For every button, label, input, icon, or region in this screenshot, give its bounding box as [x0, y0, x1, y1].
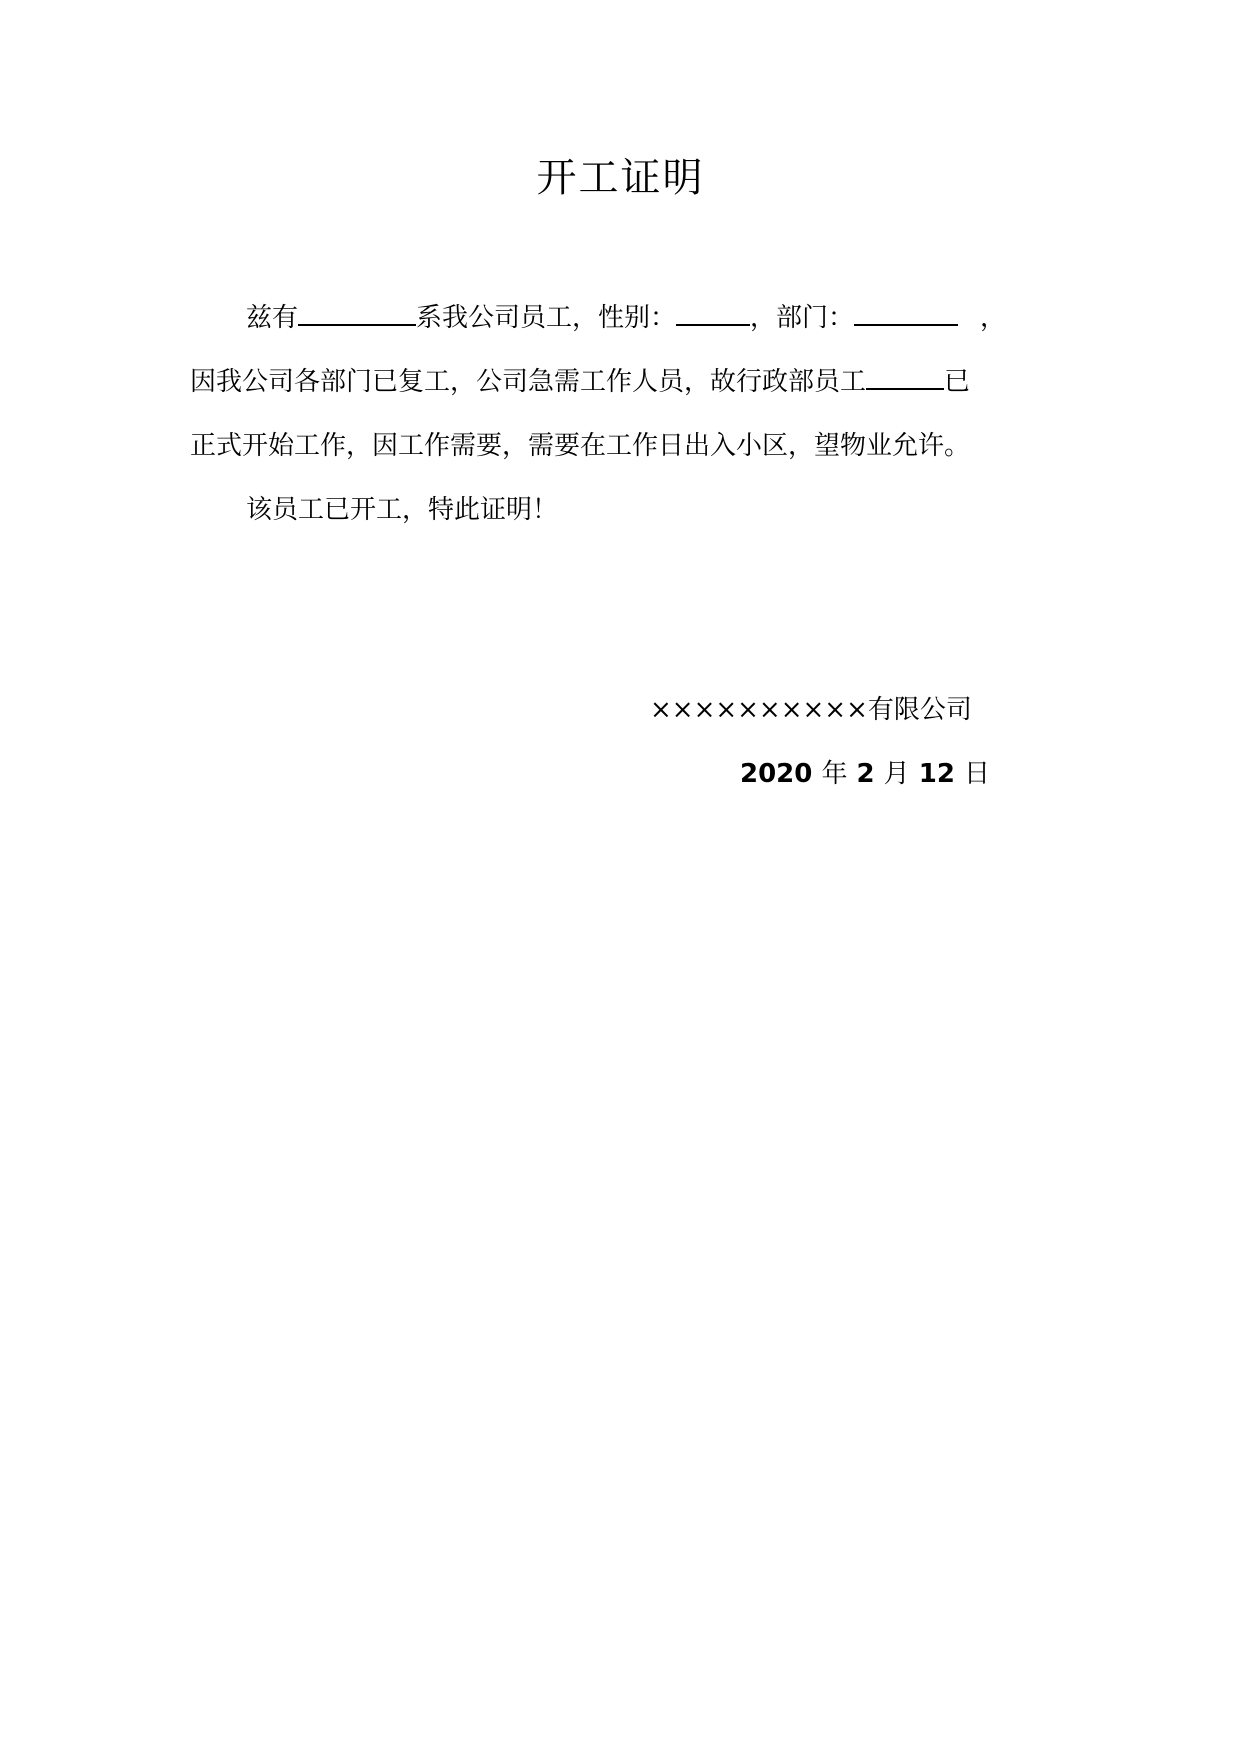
text-segment: 兹有	[246, 303, 299, 333]
document-body	[190, 286, 1060, 542]
company-name: ××××××××××有限公司	[650, 695, 972, 725]
employee-blank[interactable]	[866, 358, 944, 390]
document-title: 开工证明	[536, 155, 705, 201]
date-year-unit: 年	[821, 759, 848, 789]
signature-block	[650, 678, 1070, 806]
text-segment: 因我公司各部门已复工，公司急需工作人员，故行政部员工	[190, 367, 867, 397]
text-segment: 系我公司员工，性别：	[416, 303, 677, 333]
paragraph-1-line-2	[190, 350, 1060, 414]
text-segment: 已	[944, 367, 971, 397]
department-blank[interactable]	[854, 294, 958, 326]
date-month: 2	[856, 759, 875, 789]
text-segment: ，	[980, 303, 1007, 333]
date-day: 12	[918, 759, 955, 789]
issue-date	[650, 742, 1070, 806]
text-segment: ，部门：	[750, 303, 855, 333]
date-year: 2020	[740, 759, 813, 789]
paragraph-1-line-3: 正式开始工作，因工作需要，需要在工作日出入小区，望物业允许。	[190, 431, 971, 461]
paragraph-1-line-1	[190, 286, 1060, 350]
paragraph-2: 该员工已开工，特此证明！	[246, 495, 559, 525]
date-day-unit: 日	[964, 759, 991, 789]
gender-blank[interactable]	[676, 294, 750, 326]
date-month-unit: 月	[883, 759, 910, 789]
employee-name-blank[interactable]	[298, 294, 416, 326]
